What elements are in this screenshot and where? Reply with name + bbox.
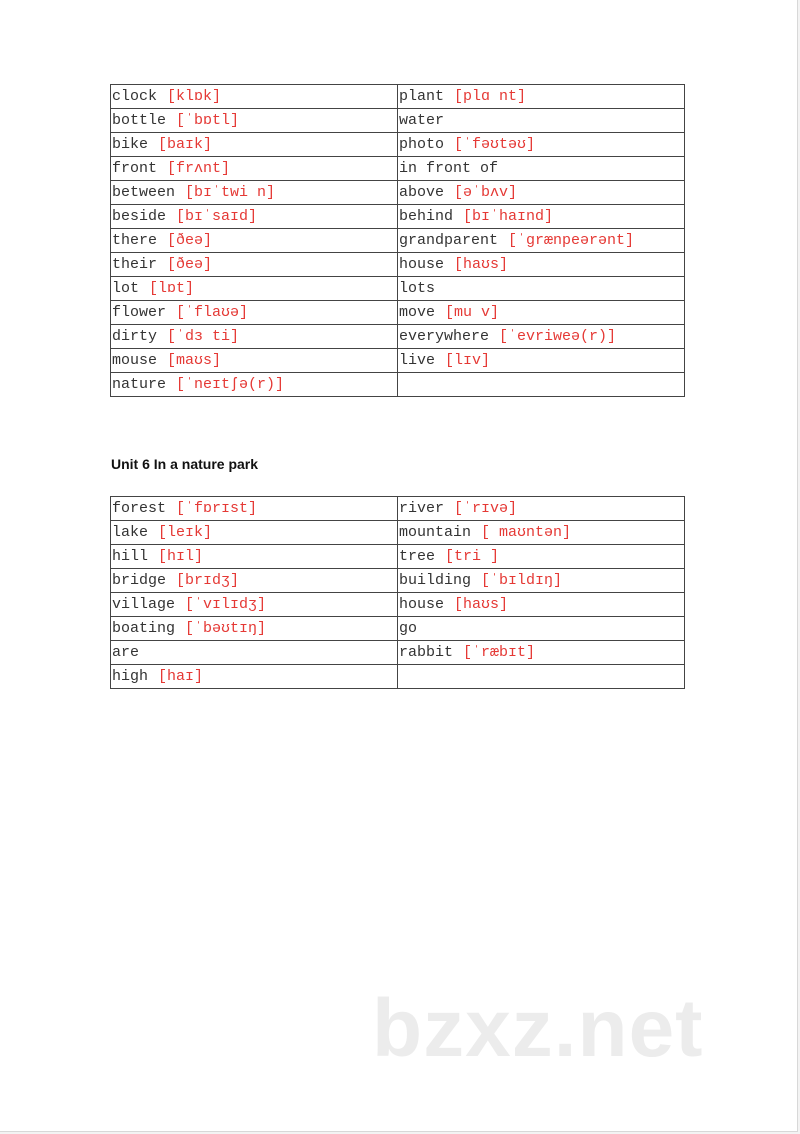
vocab-word: their [112, 255, 158, 273]
vocab-cell [111, 277, 398, 301]
vocab-cell [398, 545, 685, 569]
phonetic-transcription: [baɪk] [158, 135, 213, 153]
phonetic-transcription: [bɪˈsaɪd] [176, 207, 258, 225]
table-row [111, 109, 685, 133]
phonetic-transcription: [ðeə] [167, 255, 213, 273]
vocab-word: lot [112, 279, 140, 297]
table-row [111, 133, 685, 157]
table-row [111, 617, 685, 641]
vocab-cell [111, 181, 398, 205]
section-heading: Unit 6 In a nature park [111, 456, 259, 472]
vocab-cell [111, 85, 398, 109]
phonetic-transcription: [ˈdɜ ti] [167, 327, 240, 345]
vocab-cell [398, 521, 685, 545]
phonetic-transcription: [frʌnt] [167, 159, 231, 177]
vocab-word: everywhere [399, 327, 490, 345]
vocab-word: mountain [399, 523, 472, 541]
phonetic-transcription: [əˈbʌv] [454, 183, 518, 201]
vocab-cell [111, 349, 398, 373]
phonetic-transcription: [bɪˈtwi n] [185, 183, 276, 201]
vocab-word: photo [399, 135, 445, 153]
vocab-cell [398, 277, 685, 301]
vocabulary-table-2 [110, 496, 685, 689]
table-row [111, 325, 685, 349]
vocab-word: are [112, 643, 140, 661]
table-row [111, 205, 685, 229]
vocab-word: beside [112, 207, 167, 225]
vocab-cell [398, 229, 685, 253]
vocab-cell [398, 253, 685, 277]
vocab-cell [111, 109, 398, 133]
phonetic-transcription: [ˈflaʊə] [176, 303, 249, 321]
table-row [111, 545, 685, 569]
vocab-word: forest [112, 499, 167, 517]
vocab-word: flower [112, 303, 167, 321]
table-row [111, 157, 685, 181]
vocab-cell [398, 593, 685, 617]
vocab-word: plant [399, 87, 445, 105]
vocab-cell [111, 301, 398, 325]
phonetic-transcription: [plɑ nt] [454, 87, 527, 105]
vocab-cell [111, 617, 398, 641]
phonetic-transcription: [lɒt] [149, 279, 195, 297]
table-row [111, 569, 685, 593]
phonetic-transcription: [haʊs] [454, 255, 509, 273]
vocab-word: in front of [399, 159, 499, 177]
vocab-cell [398, 641, 685, 665]
vocab-word: clock [112, 87, 158, 105]
table-row [111, 181, 685, 205]
phonetic-transcription: [ˈevriweə(r)] [499, 327, 617, 345]
phonetic-transcription: [mu v] [445, 303, 500, 321]
phonetic-transcription: [bɪˈhaɪnd] [463, 207, 554, 225]
vocab-cell [111, 229, 398, 253]
vocab-word: grandparent [399, 231, 499, 249]
watermark: bzxz.net [372, 983, 704, 1074]
table-row [111, 641, 685, 665]
vocab-cell [111, 205, 398, 229]
vocab-cell [398, 157, 685, 181]
vocab-cell [111, 593, 398, 617]
vocab-cell [398, 569, 685, 593]
vocab-word: high [112, 667, 149, 685]
vocab-cell [398, 85, 685, 109]
vocab-cell [111, 641, 398, 665]
phonetic-transcription: [ maʊntən] [481, 523, 572, 541]
table-row [111, 373, 685, 397]
table-row [111, 593, 685, 617]
vocab-cell [111, 325, 398, 349]
phonetic-transcription: [ˈrɪvə] [454, 499, 518, 517]
phonetic-transcription: [ˈbɒtl] [176, 111, 240, 129]
table-row [111, 665, 685, 689]
table-row [111, 253, 685, 277]
vocab-word: tree [399, 547, 436, 565]
table-row [111, 85, 685, 109]
vocab-cell [398, 349, 685, 373]
vocab-word: rabbit [399, 643, 454, 661]
vocab-cell [111, 521, 398, 545]
vocab-word: behind [399, 207, 454, 225]
phonetic-transcription: [haʊs] [454, 595, 509, 613]
table-row [111, 521, 685, 545]
vocab-word: water [399, 111, 445, 129]
vocab-cell [111, 665, 398, 689]
vocab-word: live [399, 351, 436, 369]
vocab-cell [111, 545, 398, 569]
table-row [111, 277, 685, 301]
phonetic-transcription: [ˈræbɪt] [463, 643, 536, 661]
phonetic-transcription: [tri ] [445, 547, 500, 565]
vocab-word: lots [399, 279, 436, 297]
vocab-word: house [399, 255, 445, 273]
phonetic-transcription: [ˈneɪtʃə(r)] [176, 375, 285, 393]
phonetic-transcription: [hɪl] [158, 547, 204, 565]
vocab-cell [398, 497, 685, 521]
phonetic-transcription: [lɪv] [445, 351, 491, 369]
phonetic-transcription: [ˈvɪlɪdʒ] [185, 595, 267, 613]
vocab-cell [398, 181, 685, 205]
vocab-cell [398, 301, 685, 325]
table-row [111, 349, 685, 373]
table-row [111, 497, 685, 521]
vocab-word: dirty [112, 327, 158, 345]
vocab-cell [111, 253, 398, 277]
phonetic-transcription: [ðeə] [167, 231, 213, 249]
phonetic-transcription: [brɪdʒ] [176, 571, 240, 589]
vocab-word: house [399, 595, 445, 613]
vocab-word: building [399, 571, 472, 589]
vocab-word: hill [112, 547, 149, 565]
vocab-cell [398, 133, 685, 157]
vocab-cell [398, 665, 685, 689]
vocab-word: river [399, 499, 445, 517]
vocab-word: front [112, 159, 158, 177]
vocab-cell [111, 373, 398, 397]
vocab-word: boating [112, 619, 176, 637]
vocab-word: above [399, 183, 445, 201]
phonetic-transcription: [haɪ] [158, 667, 204, 685]
phonetic-transcription: [ˈfəʊtəʊ] [454, 135, 536, 153]
vocab-word: bridge [112, 571, 167, 589]
phonetic-transcription: [leɪk] [158, 523, 213, 541]
vocab-cell [398, 373, 685, 397]
phonetic-transcription: [ˈbɪldɪŋ] [481, 571, 563, 589]
vocab-word: between [112, 183, 176, 201]
vocab-word: bottle [112, 111, 167, 129]
phonetic-transcription: [ˈfɒrɪst] [176, 499, 258, 517]
vocab-cell [111, 497, 398, 521]
vocab-cell [398, 325, 685, 349]
vocab-cell [398, 205, 685, 229]
vocab-word: there [112, 231, 158, 249]
phonetic-transcription: [ˈgrænpeərənt] [508, 231, 635, 249]
table-row [111, 301, 685, 325]
vocab-cell [111, 569, 398, 593]
phonetic-transcription: [ˈbəʊtɪŋ] [185, 619, 267, 637]
vocab-word: nature [112, 375, 167, 393]
vocab-word: mouse [112, 351, 158, 369]
phonetic-transcription: [klɒk] [167, 87, 222, 105]
vocab-cell [398, 109, 685, 133]
phonetic-transcription: [maʊs] [167, 351, 222, 369]
vocab-word: lake [112, 523, 149, 541]
vocab-word: go [399, 619, 418, 637]
vocabulary-table-1 [110, 84, 685, 397]
vocab-word: bike [112, 135, 149, 153]
vocab-cell [398, 617, 685, 641]
table-row [111, 229, 685, 253]
vocab-cell [111, 157, 398, 181]
vocab-cell [111, 133, 398, 157]
vocab-word: village [112, 595, 176, 613]
vocab-word: move [399, 303, 436, 321]
